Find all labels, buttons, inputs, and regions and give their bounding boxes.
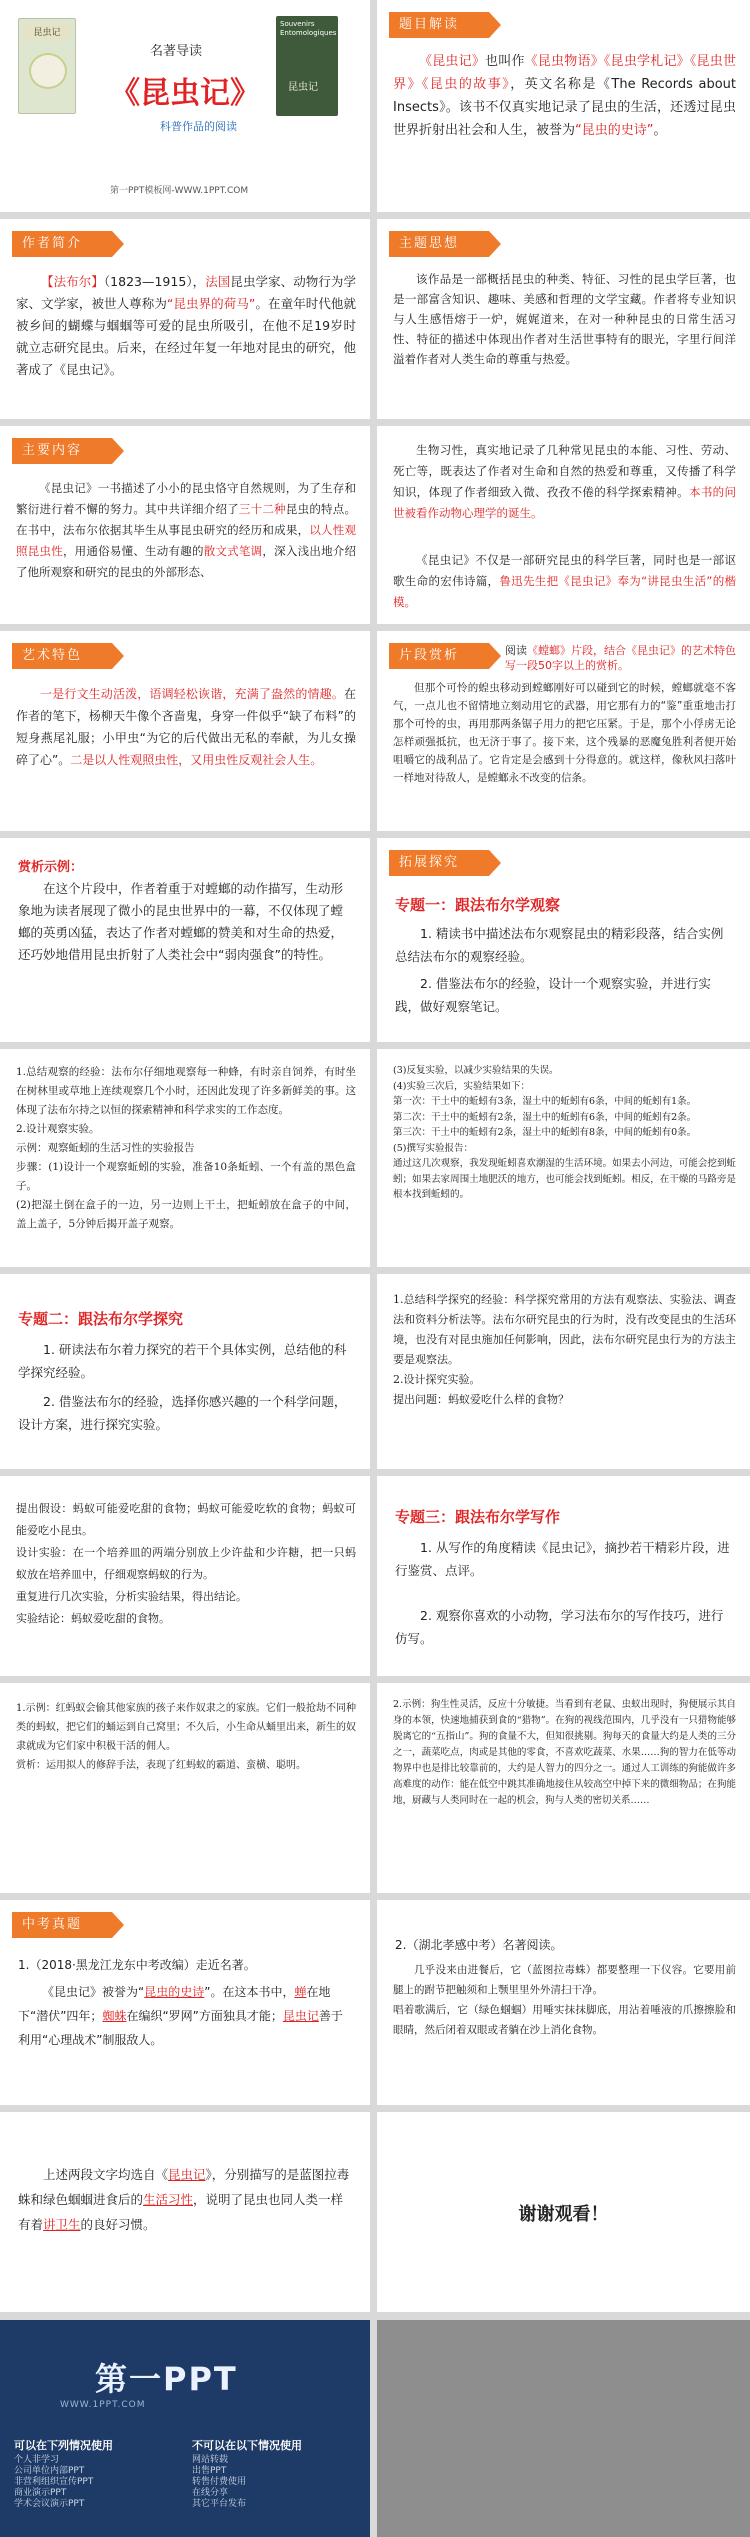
exam-q1-body: 《昆虫记》被誉为“昆虫的史诗”。在这本书中，蝉在地下“潜伏”四年；蜘蛛在编织“罗网”方面独具才能；昆虫记善于利用“心理战术”制服敌人。 <box>18 1985 343 2047</box>
answer2-text: 1.总结科学探究的经验：科学探究常用的方法有观察法、实验法、调查法和资料分析法等。法布尔研究昆虫的行为时，没有改变昆虫的生活环境，也没有对昆虫施加任何影响，因此，法布尔研究昆虫行为的方法主要是观察法。 2.设计探究实验。 提出问题：蚂蚁爱吃什么样的食物？ <box>393 1293 736 1406</box>
answer3b-text: 2.示例：狗生性灵活，反应十分敏捷。当看到有老鼠、虫蚁出现时，狗便展示其自身的本领，快速地捕获到食的“猎物”。在狗的视线范围内，几乎没有一只猎物能够脱离它的“五指山”。狗的食量不大，但知很挑剔。狗每天的食量大约是人类的三分之一，蔬菜吃点，肉或是其他的零食，不喜欢吃蔬菜、水果……狗的智力在低等动物界中也是排比较靠前的，大约是人智力的四分之一。通过人工训练的狗能做许多高难度的动作：能在低空中跳其准确地接住从较高空中掉下来的微细物品；在狗能地，厨藏与人类同时在一起的机会，狗与人类的密切关系…… <box>393 1699 736 1806</box>
intro-slide <box>377 0 750 212</box>
appreciate-slide <box>0 838 370 1042</box>
topic2-item-2: 2. 借鉴法布尔的经验，选择你感兴趣的一个科学问题，设计方案，进行探究实验。 <box>18 1394 347 1432</box>
answer3a-text: 1.示例：红蚂蚁会偷其他家族的孩子来作奴隶之的家族。它们一般抢劫不同种类的蚂蚁，把它们的蛹运到自己窝里；不久后，小生命从蛹里出来，新生的奴隶就成为它们家中积极干活的佣人。 赏析：运用拟人的修辞手法，表现了红蚂蚁的霸道、蛮横、聪明。 <box>16 1703 356 1771</box>
flower-illustration <box>29 53 67 89</box>
exam-q2-text: 几乎没来由进餐后，它（蓝图拉毒蛛）都要整理一下仪容。它要用前腿上的跗节把触须和上颚里里外外清扫干净。 唱着歌满后，它（绿色蝈蝈）用唾实抹抹脚底，用沾着唾液的爪擦擦脸和眼睛，然后闭着双眼或者躺在沙上消化食物。 <box>393 1964 736 2036</box>
answer1b-slide <box>377 1049 750 1267</box>
appreciate-text: 在这个片段中，作者着重于对螳螂的动作描写，生动形象地为读者展现了微小的昆虫世界中的一幕，不仅体现了螳螂的英勇凶猛，表达了作者对螳螂的赞美和对生命的热爱，还巧妙地借用昆虫折射了人类社会中“弱肉强食”的特性。 <box>18 881 344 962</box>
tag-art: 艺术特色 <box>12 643 112 669</box>
answer1-slide <box>0 1049 370 1267</box>
topic3-title: 专题三：跟法布尔学写作 <box>395 1508 561 1526</box>
topic2-title: 专题二：跟法布尔学探究 <box>18 1310 184 1328</box>
answer3a-slide <box>0 1683 370 1893</box>
topic3-slide <box>377 1476 750 1676</box>
book2-title: Souvenirs Entomologiques <box>280 20 337 37</box>
excerpt-text: 但那个可怜的蝗虫移动到螳螂刚好可以碰到它的时候，螳螂就毫不客气，一点儿也不留情地立刻动用它的武器，用它那有力的“鉴”重重地击打那个可怜的虫，再用那两条锯子用力的把它压紧。于是，那个小俘虏无论怎样顽强抵抗，也无济于事了。接下来，这个残暴的恶魔兔胜利者便开始咀嚼它的战利品了。它肯定是会感到十分得意的。就这样，像秋风扫落叶一样地对待敌人，是螳螂永不改变的信条。 <box>393 682 736 784</box>
cover-site: 第一PPT模板网-WWW.1PPT.COM <box>110 186 249 196</box>
topic1-title: 专题一：跟法布尔学观察 <box>395 896 561 914</box>
topic1-item-2: 2. 借鉴法布尔的经验，设计一个观察实验，并进行实践，做好观察笔记。 <box>395 976 711 1014</box>
content2-text-b: 《昆虫记》不仅是一部研究昆虫的科学巨著，同时也是一部讴歌生命的宏伟诗篇，鲁迅先生把《昆虫记》奉为“讲昆虫生活”的楷模。 <box>393 553 737 609</box>
theme-slide <box>377 219 750 419</box>
book-cover-1 <box>18 18 76 114</box>
tag-content: 主要内容 <box>12 438 112 464</box>
content2-text: 生物习性，真实地记录了几种常见昆虫的本能、习性、劳动、死亡等，既表达了作者对生命和自然的热爱和尊重，又传播了科学知识，体现了作者细致入微、孜孜不倦的科学探索精神。本书的问世被看作动物心理学的诞生。 <box>393 443 737 520</box>
topic2-slide <box>0 1274 370 1469</box>
cover-subtitle: 科普作品的阅读 <box>160 120 237 133</box>
exam-q1: 1.（2018·黑龙江龙东中考改编）走近名著。 <box>18 1958 256 1972</box>
art-text: 一是行文生动活泼，语调轻松诙谐，充满了盎然的情趣。在作者的笔下，杨柳天牛像个吝啬鬼，身穿一件似乎“缺了布料”的短身燕尾礼服；小甲虫“为它的后代做出无私的奉献，为儿女操碎了心”。二是以人性观照虫性，又用虫性反观社会人生。 <box>16 687 356 767</box>
content-slide <box>0 426 370 624</box>
tag-extend: 拓展探究 <box>389 850 489 876</box>
tag-theme: 主题思想 <box>389 231 489 257</box>
answer1b-text: (3)反复实验，以减少实验结果的失误。 (4)实验三次后，实验结果如下： 第一次：干土中的蚯蚓有3条，湿土中的蚯蚓有6条，中间的蚯蚓有1条。 第二次：干土中的蚯蚓有2条，湿土中的蚯蚓有6条，中间的蚯蚓有2条。 第三次：干土中的蚯蚓有2条，湿土中的蚯蚓有8条，中间的蚯蚓有0条。 (5)撰写实验报告： 通过这几次观察，我发现蚯蚓喜欢潮湿的生活环境。如果去小河边，可能会挖到蚯蚓；如果去家周围土地肥沃的地方，也可能会找到蚯蚓。相反，在干燥的马路旁是根本找到蚯蚓的。 <box>393 1065 736 1200</box>
excerpt-prompt: 阅读《螳螂》片段，结合《昆虫记》的艺术特色写一段50字以上的赏析。 <box>505 644 736 672</box>
tag-author: 作者简介 <box>12 231 112 257</box>
theme-text: 该作品是一部概括昆虫的种类、特征、习性的昆虫学巨著，也是一部富含知识、趣味、美感和哲理的文学宝藏。作者将专业知识与人生感悟熔于一炉，娓娓道来，在对一种种昆虫的日常生活习性、特征的描述中体现出作者对生活世事特有的眼光，字里行间洋溢着作者对人类生命的尊重与热爱。 <box>393 272 736 366</box>
cover-title: 《昆虫记》 <box>110 76 260 111</box>
footer-blank <box>377 2320 750 2537</box>
book-cover-2 <box>276 16 338 116</box>
tag-exam: 中考真题 <box>12 1912 112 1938</box>
answer2b-slide <box>0 1476 370 1676</box>
content-text: 《昆虫记》一书描述了小小的昆虫恪守自然规则，为了生存和繁衍进行着不懈的努力。其中共详细介绍了三十二种昆虫的特点。在书中，法布尔依据其毕生从事昆虫研究的经历和成果，以人性观照昆虫性，用通俗易懂、生动有趣的散文式笔调，深入浅出地介绍了他所观察和研究的昆虫的外部形态、 <box>16 481 357 579</box>
appreciate-label: 赏析示例： <box>18 860 84 875</box>
cover-slide <box>0 0 370 212</box>
exam2-slide <box>377 1900 750 2105</box>
exam3-slide <box>0 2112 370 2312</box>
answer2b-text: 提出假设：蚂蚁可能爱吃甜的食物；蚂蚁可能爱吃软的食物；蚂蚁可能爱吃小昆虫。 设计实验：在一个培养皿的两端分别放上少许盐和少许糖，把一只蚂蚁放在培养皿中，仔细观察蚂蚁的行为。 重复进行几次实验，分析实验结果，得出结论。 实验结论：蚂蚁爱吃甜的食物。 <box>16 1502 356 1625</box>
author-text: 【法布尔】（1823—1915），法国昆虫学家、动物行为学家、文学家，被世人尊称为“昆虫界的荷马”。在童年时代他就被乡间的蝴蝶与蝈蝈等可爱的昆虫所吸引，在他不足19岁时就立志研究昆虫。后来，在经过年复一年地对昆虫的研究，他著成了《昆虫记》。 <box>16 274 356 377</box>
topic1-item-1: 1. 精读书中描述法布尔观察昆虫的精彩段落，结合实例总结法布尔的观察经验。 <box>395 926 724 964</box>
footer-logo: 第一PPT <box>95 2360 238 2398</box>
book2-subtitle: 昆虫记 <box>288 82 318 93</box>
thanks-slide <box>377 2112 750 2312</box>
footer-col-allowed: 可以在下列情况使用 个人非学习 公司单位内部PPT 非营利组织宣传PPT 商业演示PPT 学术会议演示PPT <box>14 2439 113 2509</box>
footer-logo-sub: WWW.1PPT.COM <box>60 2400 146 2410</box>
content2-slide <box>377 426 750 624</box>
exam-q3-body: 上述两段文字均选自《昆虫记》，分别描写的是蓝图拉毒蛛和绿色蝈蝈进食后的生活习性，说明了昆虫也同人类一样有着讲卫生的良好习惯。 <box>18 2167 350 2232</box>
intro-text: 《昆虫记》也叫作《昆虫物语》《昆虫学札记》《昆虫世界》《昆虫的故事》，英文名称是《The Records about Insects》。该书不仅真实地记录了昆虫的生活，还透过昆虫世界折射出社会和人生，被誉为“昆虫的史诗”。 <box>393 54 736 138</box>
footer-ad <box>0 2320 370 2537</box>
excerpt-slide <box>377 631 750 831</box>
topic3-item-2: 2. 观察你喜欢的小动物，学习法布尔的写作技巧，进行仿写。 <box>395 1608 724 1646</box>
exam-slide <box>0 1900 370 2105</box>
answer3b-slide <box>377 1683 750 1893</box>
topic3-item-1: 1. 从写作的角度精读《昆虫记》，摘抄若干精彩片段，进行鉴赏、点评。 <box>395 1540 730 1578</box>
answer2-slide <box>377 1274 750 1469</box>
exam-q2: 2.（湖北孝感中考）名著阅读。 <box>395 1938 563 1952</box>
tag-excerpt: 片段赏析 <box>389 643 489 669</box>
tag-intro: 题目解读 <box>389 12 489 38</box>
book1-title: 昆虫记 <box>25 25 69 39</box>
answer1-text: 1.总结观察的经验：法布尔仔细地观察每一种蜂，有时亲自饲养，有时坐在树林里或草地上连续观察几个小时，还因此发现了许多新鲜美的事。这体现了法布尔持之以恒的探索精神和科学求实的工作态度。 2.设计观察实验。 示例：观察蚯蚓的生活习性的实验报告 步骤：(1)设计一个观察蚯蚓的实验，准备10条蚯蚓、一个有盖的黑色盒子。 (2)把湿土倒在盒子的一边，另一边则上干土，把蚯蚓放在盒子的中间，盖上盖子，5分钟后揭开盖子观察。 <box>16 1066 356 1230</box>
thanks-text: 谢谢观看！ <box>518 2204 609 2225</box>
footer-col-forbidden: 不可以在以下情况使用 网站转载 出售PPT 转售付费使用 在线分享 其它平台发布 <box>192 2439 302 2509</box>
cover-kicker: 名著导读 <box>150 44 203 59</box>
topic2-item-1: 1. 研读法布尔着力探究的若干个具体实例，总结他的科学探究经验。 <box>18 1342 347 1380</box>
extend-slide <box>377 838 750 1042</box>
art-slide <box>0 631 370 831</box>
author-slide <box>0 219 370 419</box>
